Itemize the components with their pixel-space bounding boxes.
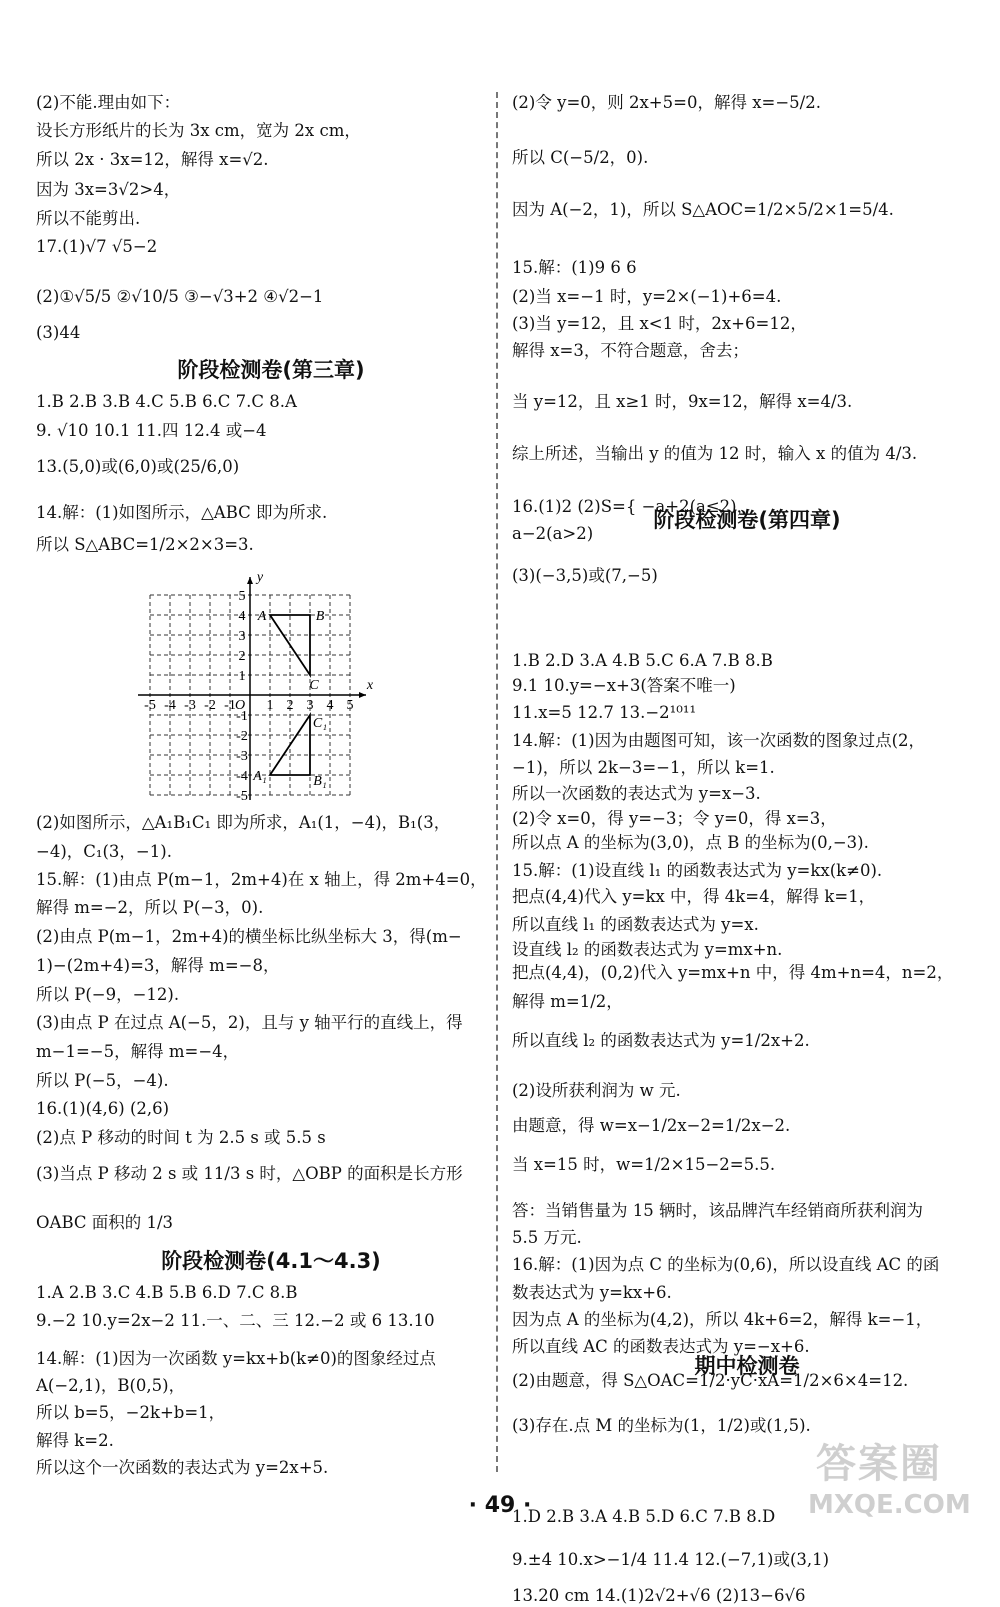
right-answer-line: 1.D 2.B 3.A 4.B 5.D 6.C 7.B 8.D [512,1507,776,1526]
right-answer-line: (2)令 y=0，则 2x+5=0，解得 x=−5/2. [512,93,821,112]
y-tick-label: -5 [236,789,248,800]
coordinate-grid [100,490,380,800]
right-answer-line: (2)当 x=−1 时，y=2×(−1)+6=4. [512,287,782,306]
coordinate-grid-figure [100,490,380,804]
watermark-title: 答案圈 [816,1441,942,1487]
x-axis-arrow [359,692,366,698]
left-answer-line: 14.解：(1)如图所示，△ABC 即为所求. [36,503,328,522]
left-answer-line: 16.(1)(4,6) (2,6) [36,1099,170,1118]
y-tick-label: 5 [238,589,246,604]
right-section-heading: 期中检测卷 [694,1354,800,1378]
right-answer-line: 把点(4,4)代入 y=kx 中，得 4k=4，解得 k=1， [512,887,876,906]
left-answer-line: (3)由点 P 在过点 A(−5，2)，且与 y 轴平行的直线上，得 [36,1013,463,1032]
watermark-logo [808,1428,984,1528]
right-answer-line: 5.5 万元. [512,1228,582,1247]
left-answer-line: 1.B 2.B 3.B 4.C 5.B 6.C 7.C 8.A [36,392,297,411]
right-answer-line: 综上所述，当输出 y 的值为 12 时，输入 x 的值为 4/3. [512,444,918,463]
left-answer-line: 设长方形纸片的长为 3x cm，宽为 2x cm， [36,121,361,140]
left-answer-line: 所以 b=5，−2k+b=1， [36,1403,226,1422]
left-answer-line: 所以 2x · 3x=12，解得 x=√2. [36,150,269,169]
point-a-label: A [257,609,267,624]
page-number: · 49 · [468,1493,532,1518]
left-answer-line: (2)①√5/5 ②√10/5 ③−√3+2 ④√2−1 [36,287,324,306]
left-answer-line: 14.解：(1)因为一次函数 y=kx+b(k≠0)的图象经过点 [36,1349,436,1368]
right-answer-line: 所以直线 l₁ 的函数表达式为 y=x. [512,915,759,934]
x-tick-label: 1 [266,698,274,713]
right-answer-line: −1)，所以 2k−3=−1，所以 k=1. [512,758,775,777]
right-section-heading: 阶段检测卷(第四章) [653,508,841,532]
left-answer-line: m−1=−5，解得 m=−4， [36,1042,240,1061]
left-answer-line: 解得 m=−2，所以 P(−3，0). [36,898,264,917]
right-answer-line: 15.解：(1)9 6 6 [512,258,637,277]
right-answer-line: (3)当 y=12，且 x<1 时，2x+6=12， [512,314,807,333]
right-answer-line: 解得 m=1/2， [512,992,623,1011]
left-answer-line: 所以不能剪出. [36,209,141,228]
right-answer-line: 9.1 10.y=−x+3(答案不唯一) [512,676,736,695]
left-answer-line: −4)，C₁(3，−1). [36,842,172,861]
right-answer-line: (2)令 x=0，得 y=−3；令 y=0，得 x=3， [512,809,837,828]
x-tick-label: 2 [286,698,294,713]
right-answer-line: 所以 C(−5/2，0). [512,148,649,167]
right-answer-line: 所以一次函数的表达式为 y=x−3. [512,784,761,803]
right-answer-line: 13.20 cm 14.(1)2√2+√6 (2)13−6√6 [512,1586,806,1605]
left-answer-line: (3)44 [36,323,81,342]
left-answer-line: (2)如图所示，△A₁B₁C₁ 即为所求，A₁(1，−4)，B₁(3， [36,813,451,832]
x-tick-label: -1 [224,698,236,713]
left-answer-line: OABC 面积的 1/3 [36,1213,174,1232]
x-axis-label: x [366,678,374,693]
right-answer-line: 因为点 A 的坐标为(4,2)，所以 4k+6=2，解得 k=−1， [512,1310,933,1329]
right-answer-line: 当 x=15 时，w=1/2×15−2=5.5. [512,1155,776,1174]
y-tick-label: 3 [238,629,246,644]
left-answer-line: 9. √10 10.1 11.四 12.4 或−4 [36,421,267,440]
y-tick-label: -1 [236,709,248,724]
y-tick-label: 1 [238,669,246,684]
y-axis-label: y [256,570,264,585]
right-answer-line: (2)设所获利润为 w 元. [512,1081,681,1100]
column-divider [496,92,498,1472]
left-answer-line: 因为 3x=3√2>4， [36,180,181,199]
right-answer-line: 15.解：(1)设直线 l₁ 的函数表达式为 y=kx(k≠0). [512,861,883,880]
left-answer-line: 17.(1)√7 √5−2 [36,237,158,256]
right-answer-line: 所以直线 AC 的函数表达式为 y=−x+6. [512,1337,810,1356]
right-answer-line: 所以点 A 的坐标为(3,0)，点 B 的坐标为(0,−3). [512,833,869,852]
origin-label: O [234,698,246,713]
left-answer-line: (2)不能.理由如下： [36,93,181,112]
left-answer-line: 解得 k=2. [36,1431,114,1450]
watermark-url: MXQE.COM [808,1490,971,1520]
left-answer-line: 1)−(2m+4)=3，解得 m=−8， [36,956,280,975]
point-a1-label: A₁ [253,769,267,784]
right-answer-line: 解得 x=3，不符合题意，舍去； [512,341,749,360]
left-section-heading: 阶段检测卷(4.1～4.3) [161,1249,381,1273]
right-answer-line: 数表达式为 y=kx+6. [512,1283,672,1302]
point-c1-label: C₁ [312,716,328,731]
left-answer-line: 9.−2 10.y=2x−2 11.一、二、三 12.−2 或 6 13.10 [36,1311,435,1330]
left-answer-line: 所以 S△ABC=1/2×2×3=3. [36,535,254,554]
y-tick-label: -2 [236,729,248,744]
right-answer-line: 所以直线 l₂ 的函数表达式为 y=1/2x+2. [512,1031,810,1050]
right-answer-line: 11.x=5 12.7 13.−2¹⁰¹¹ [512,703,697,722]
left-answer-line: 所以这个一次函数的表达式为 y=2x+5. [36,1458,329,1477]
left-answer-line: (2)由点 P(m−1，2m+4)的横坐标比纵坐标大 3，得(m− [36,927,462,946]
right-answer-line: a−2(a>2) [512,524,594,543]
y-axis-arrow [247,577,253,584]
x-tick-label: 3 [306,698,314,713]
right-answer-line: 9.±4 10.x>−1/4 11.4 12.(−7,1)或(3,1) [512,1550,830,1569]
right-answer-line: 答：当销售量为 15 辆时，该品牌汽车经销商所获利润为 [512,1201,923,1220]
right-answer-line: 因为 A(−2，1)，所以 S△AOC=1/2×5/2×1=5/4. [512,200,894,219]
left-answer-line: 所以 P(−9，−12). [36,985,180,1004]
left-answer-line: 13.(5,0)或(6,0)或(25/6,0) [36,457,240,476]
right-answer-line: 把点(4,4)，(0,2)代入 y=mx+n 中，得 4m+n=4，n=2， [512,963,954,982]
right-answer-line: (3)存在.点 M 的坐标为(1，1/2)或(1,5). [512,1416,811,1435]
left-section-heading: 阶段检测卷(第三章) [177,358,365,382]
x-tick-label: 5 [346,698,354,713]
left-answer-line: 15.解：(1)由点 P(m−1，2m+4)在 x 轴上，得 2m+4=0， [36,870,487,889]
left-answer-line: (3)当点 P 移动 2 s 或 11/3 s 时，△OBP 的面积是长方形 [36,1164,463,1183]
right-answer-line: 1.B 2.D 3.A 4.B 5.C 6.A 7.B 8.B [512,651,773,670]
left-answer-line: A(−2,1)，B(0,5)， [36,1376,186,1395]
x-tick-label: -5 [144,698,156,713]
x-tick-label: -2 [204,698,216,713]
y-tick-label: -3 [236,749,248,764]
x-tick-label: 4 [326,698,334,713]
y-tick-label: -4 [236,769,248,784]
right-answer-line: 由题意，得 w=x−1/2x−2=1/2x−2. [512,1116,791,1135]
right-answer-line: 设直线 l₂ 的函数表达式为 y=mx+n. [512,940,783,959]
left-answer-line: 1.A 2.B 3.C 4.B 5.B 6.D 7.C 8.B [36,1283,298,1302]
left-answer-line: 所以 P(−5，−4). [36,1071,169,1090]
right-answer-line: (3)(−3,5)或(7,−5) [512,566,658,585]
right-answer-line: 14.解：(1)因为由题图可知，该一次函数的图象过点(2， [512,731,926,750]
right-answer-line: 当 y=12，且 x≥1 时，9x=12，解得 x=4/3. [512,392,853,411]
point-b-label: B [315,609,325,624]
point-b1-label: B₁ [313,774,327,789]
point-c-label: C [309,678,319,693]
left-answer-line: (2)点 P 移动的时间 t 为 2.5 s 或 5.5 s [36,1128,326,1147]
right-answer-line: 16.(1)2 (2)S={ −a+2(a≤2)， [512,497,754,516]
y-tick-label: 4 [238,609,246,624]
right-answer-line: (2)由题意，得 S△OAC=1/2·yC·xA=1/2×6×4=12. [512,1371,909,1390]
x-tick-label: -4 [164,698,176,713]
y-tick-label: 2 [238,649,246,664]
x-tick-label: -3 [184,698,196,713]
right-answer-line: 16.解：(1)因为点 C 的坐标为(0,6)，所以设直线 AC 的函 [512,1255,940,1274]
